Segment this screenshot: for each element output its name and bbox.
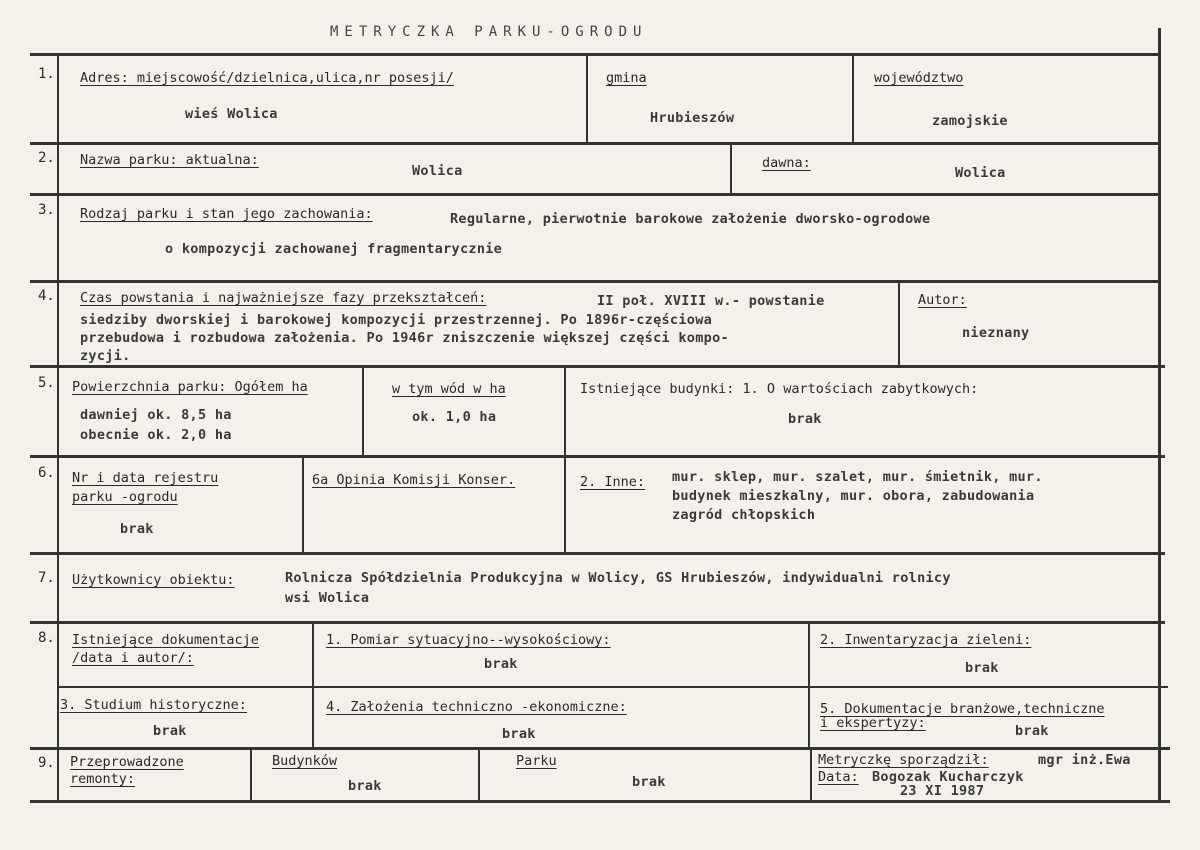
- survey-label: 1. Pomiar sytuacyjno--wysokościowy:: [326, 632, 611, 648]
- divider-r5-b: [564, 367, 566, 555]
- row-number-4: 4.: [38, 288, 55, 304]
- rule-bottom: [30, 800, 1170, 803]
- author-label: Autor:: [918, 292, 967, 308]
- conservation-opinion-label: 6a Opinia Komisji Konser.: [312, 472, 516, 488]
- author-value: nieznany: [962, 325, 1030, 341]
- buildings-historic-value: brak: [788, 411, 822, 427]
- row-number-8: 8.: [38, 630, 55, 646]
- divider-r9-b: [478, 749, 480, 802]
- branch-docs-value: brak: [1015, 723, 1049, 739]
- divider-r9-a: [250, 749, 252, 802]
- rule-4: [30, 365, 1165, 368]
- buildings-historic-label: Istniejące budynki: 1. O wartościach zabytkowych:: [580, 381, 979, 397]
- register-value: brak: [120, 521, 154, 537]
- other-buildings-line-3: zagród chłopskich: [672, 507, 816, 523]
- existing-docs-label-line-2: /data i autor/:: [72, 650, 194, 666]
- users-line-1: Rolnicza Spółdzielnia Produkcyjna w Wolicy, GS Hrubieszów, indywidualni rolnicy: [285, 570, 951, 586]
- park-type-line-1: Regularne, pierwotnie barokowe założenie dworsko-ogrodowe: [450, 211, 931, 227]
- rule-1: [30, 142, 1158, 145]
- technical-assumptions-value: brak: [502, 726, 536, 742]
- branch-docs-label-line-2: i ekspertyzy:: [820, 715, 926, 731]
- repairs-buildings-value: brak: [348, 778, 382, 794]
- origin-label: Czas powstania i najważniejsze fazy przekształceń:: [80, 290, 487, 306]
- origin-line-4: zycji.: [80, 348, 131, 364]
- voivodeship-label: województwo: [874, 70, 964, 86]
- users-label: Użytkownicy obiektu:: [72, 572, 235, 588]
- branch-docs-label-line-1: 5. Dokumentacje branżowe,techniczne: [820, 701, 1105, 717]
- greenery-inventory-value: brak: [965, 660, 999, 676]
- origin-line-3: przebudowa i rozbudowa założenia. Po 1946r zniszczenie większej części kompo-: [80, 330, 729, 346]
- rule-3: [30, 280, 1158, 283]
- park-area-line-1: dawniej ok. 8,5 ha: [80, 407, 232, 423]
- rule-8a: [58, 686, 1168, 688]
- row-number-2: 2.: [38, 150, 55, 166]
- voivodeship-value: zamojskie: [932, 113, 1008, 129]
- divider-r2: [730, 144, 732, 194]
- rule-8: [30, 747, 1170, 750]
- divider-r4: [898, 282, 900, 366]
- prepared-by-label: Metryczkę sporządził:: [818, 752, 989, 768]
- register-label-line-1: Nr i data rejestru: [72, 470, 219, 486]
- park-area-label: Powierzchnia parku: Ogółem ha: [72, 379, 308, 395]
- park-name-label: Nazwa parku: aktualna:: [80, 152, 259, 168]
- historical-study-label: 3. Studium historyczne:: [60, 697, 247, 713]
- water-area-value: ok. 1,0 ha: [412, 409, 497, 425]
- origin-line-2: siedziby dworskiej i barokowej kompozycji przestrzennej. Po 1896r-częściowa: [80, 312, 713, 328]
- historical-study-value: brak: [153, 723, 187, 739]
- row-number-3: 3.: [38, 202, 55, 218]
- rule-2: [30, 193, 1158, 196]
- divider-r9-c: [810, 749, 812, 802]
- survey-value: brak: [484, 656, 518, 672]
- row-number-7: 7.: [38, 570, 55, 586]
- park-type-label: Rodzaj parku i stan jego zachowania:: [80, 206, 373, 222]
- rule-7: [30, 621, 1165, 624]
- left-border: [57, 53, 59, 803]
- origin-line-1: II poł. XVIII w.- powstanie: [597, 293, 825, 309]
- repairs-park-value: brak: [632, 774, 666, 790]
- divider-r8-b: [808, 623, 810, 749]
- prepared-by-value: mgr inż.Ewa: [1038, 752, 1131, 768]
- right-border: [1158, 28, 1161, 803]
- existing-docs-label-line-1: Istniejące dokumentacje: [72, 632, 259, 648]
- divider-r1-b: [852, 55, 854, 143]
- date-label: Data:: [818, 769, 859, 785]
- register-label-line-2: parku -ogrodu: [72, 489, 178, 505]
- park-area-line-2: obecnie ok. 2,0 ha: [80, 427, 232, 443]
- technical-assumptions-label: 4. Założenia techniczno -ekonomiczne:: [326, 699, 627, 715]
- divider-r8-a: [312, 623, 314, 749]
- repairs-label-line-1: Przeprowadzone: [70, 754, 184, 770]
- row-number-6: 6.: [38, 465, 55, 481]
- park-type-line-2: o kompozycji zachowanej fragmentarycznie: [165, 241, 503, 257]
- other-buildings-label: 2. Inne:: [580, 474, 646, 490]
- park-name-former-label: dawna:: [762, 155, 811, 171]
- row-number-5: 5.: [38, 375, 55, 391]
- row-number-9: 9.: [38, 755, 55, 771]
- rule-5: [30, 455, 1165, 458]
- users-line-2: wsi Wolica: [285, 590, 370, 606]
- water-area-label: w tym wód w ha: [392, 381, 506, 397]
- greenery-inventory-label: 2. Inwentaryzacja zieleni:: [820, 632, 1032, 648]
- divider-r1-a: [586, 55, 588, 143]
- address-value: wieś Wolica: [185, 106, 278, 122]
- address-label: Adres: miejscowość/dzielnica,ulica,nr posesji/: [80, 70, 454, 86]
- other-buildings-line-2: budynek mieszkalny, mur. obora, zabudowania: [672, 488, 1035, 504]
- row-number-1: 1.: [38, 66, 55, 82]
- divider-r6: [302, 457, 304, 553]
- park-name-former: Wolica: [955, 165, 1006, 181]
- rule-top: [30, 53, 1158, 56]
- prepared-by-value-2: Bogozak Kucharczyk: [872, 769, 1024, 785]
- repairs-label-line-2: remonty:: [70, 771, 136, 787]
- rule-6: [30, 552, 1165, 555]
- gmina-label: gmina: [606, 70, 647, 86]
- date-value: 23 XI 1987: [900, 783, 985, 799]
- other-buildings-line-1: mur. sklep, mur. szalet, mur. śmietnik, mur.: [672, 469, 1043, 485]
- repairs-park-label: Parku: [516, 753, 557, 769]
- divider-r5-a: [362, 367, 364, 456]
- gmina-value: Hrubieszów: [650, 110, 735, 126]
- repairs-buildings-label: Budynków: [272, 753, 338, 769]
- form-title: METRYCZKA PARKU-OGRODU: [330, 24, 648, 40]
- park-name-current: Wolica: [412, 163, 463, 179]
